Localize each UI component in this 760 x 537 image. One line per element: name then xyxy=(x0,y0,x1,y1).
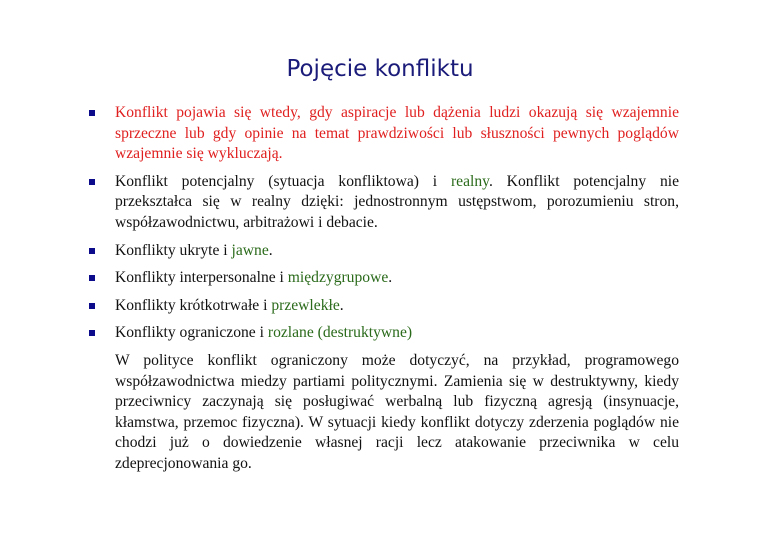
bullet-square-icon xyxy=(89,275,95,281)
item-highlight: realny xyxy=(450,172,489,190)
bullet-square-icon xyxy=(89,330,95,336)
item-text-start: Konflikty interpersonalne i xyxy=(115,269,288,287)
list-item-definition xyxy=(89,103,679,165)
item-highlight: jawne xyxy=(231,241,269,259)
definition-text: Konflikt pojawia się wtedy, gdy aspiracje lub dążenia ludzi okazują się wzajemnie sprzeczne lub gdy opinie na temat prawdziwości lub słuszności pewnych poglądów wzajemnie się wykluczają. xyxy=(115,104,679,163)
item-text-start: Konflikty krótkotrwałe i xyxy=(115,296,272,314)
list-item-interpersonal-intergroup xyxy=(89,268,679,289)
bullet-square-icon xyxy=(89,110,95,116)
slide-title: Pojęcie konfliktu xyxy=(286,56,474,82)
item-text-end: . xyxy=(388,269,393,287)
item-highlight: międzygrupowe xyxy=(287,269,389,287)
list-item-short-long xyxy=(89,296,679,317)
item-text-end: . xyxy=(339,296,344,314)
item-text-end: . xyxy=(268,241,273,259)
item-highlight: przewlekłe xyxy=(271,296,340,314)
item-text-start: Konflikty ograniczone i xyxy=(115,324,268,342)
explanation-paragraph: W polityce konflikt ograniczony może dotyczyć, na przykład, programowego współzawodnictwa miedzy partiami politycznymi. Zamienia się w destruktywny, kiedy przeciwnicy zaczynają się posługiwać werbalną lub fizyczną agresją (insynuacje, kłamstwa, przemoc fizyczna). W sytuacji kiedy konflikt dotyczy zderzenia poglądów nie chodzi już o dowiedzenie własnej racji lecz atakowanie przeciwnika w celu zdeprecjonowania go. xyxy=(115,351,679,472)
item-text-start: Konflikt potencjalny (sytuacja konfliktowa) i xyxy=(115,172,451,190)
item-text-start: Konflikty ukryte i xyxy=(115,241,232,259)
bullet-square-icon xyxy=(89,248,95,254)
list-item-potential-real xyxy=(89,172,679,234)
bullet-square-icon xyxy=(89,303,95,309)
bullet-list xyxy=(89,103,679,475)
item-highlight: rozlane (destruktywne) xyxy=(267,324,413,342)
bullet-square-icon xyxy=(89,179,95,185)
list-item-limited-diffuse xyxy=(89,323,679,344)
list-item-hidden-open xyxy=(89,241,679,262)
item-text-end: . Konflikt potencjalny nie przekształca się w realny dzięki: jednostronnym ustępstwom, porozumieniu stron, współzawodnictwu, arbitrażowi i debacie. xyxy=(115,172,680,231)
